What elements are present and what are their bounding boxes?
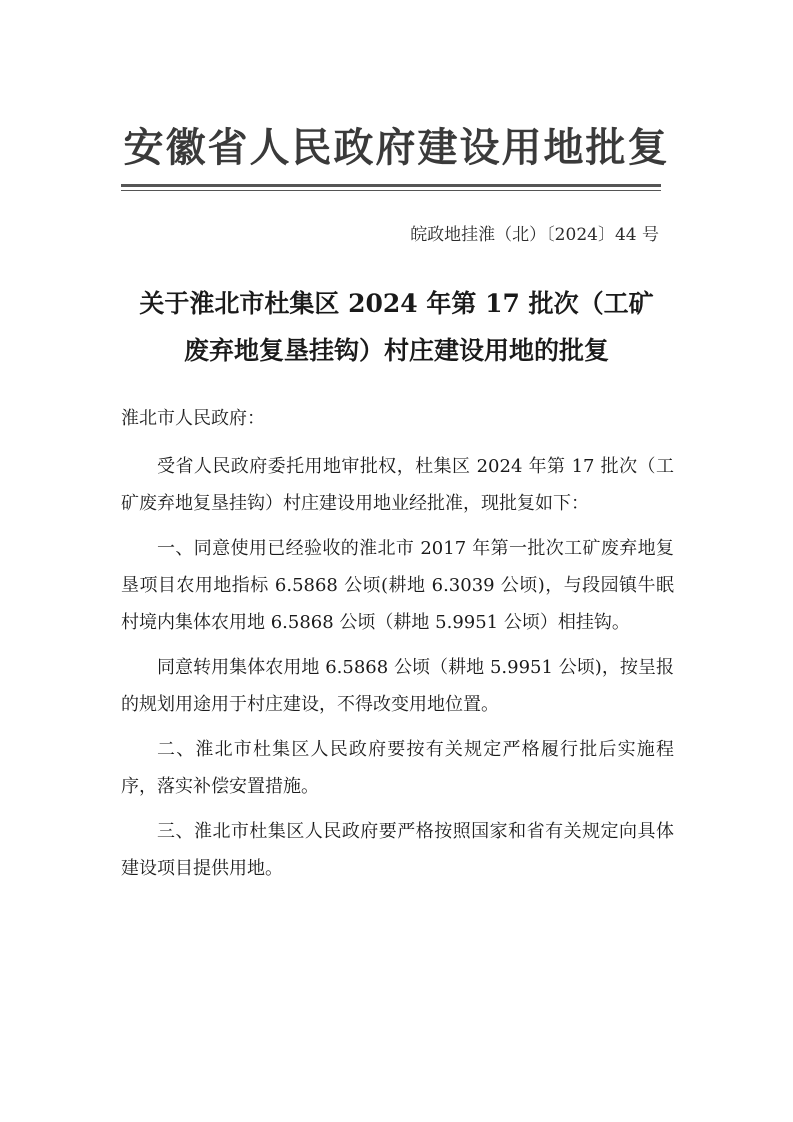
document-body [121,448,674,895]
body-paragraph-item-1-continued: 同意转用集体农用地 6.5868 公顷（耕地 5.9951 公顷)，按呈报的规划用途用于村庄建设，不得改变用地位置。 [121,657,674,715]
header-divider-thick [121,184,661,187]
header-divider-thin [121,190,661,191]
body-paragraph-item-1: 一、同意使用已经验收的淮北市 2017 年第一批次工矿废弃地复垦项目农用地指标 6.5868 公顷(耕地 6.3039 公顷)，与段园镇牛眠村境内集体农用地 6.5868 公顷（耕地 5.9951 公顷）相挂钩。 [121,538,674,633]
document-number: 皖政地挂淮（北）〔2024〕44 号 [410,225,659,245]
body-paragraph-item-2: 二、淮北市杜集区人民政府要按有关规定严格履行批后实施程序，落实补偿安置措施。 [121,739,674,797]
addressee: 淮北市人民政府： [121,408,265,429]
body-paragraph-intro: 受省人民政府委托用地审批权，杜集区 2024 年第 17 批次（工矿废弃地复垦挂钩）村庄建设用地业经批准，现批复如下： [121,456,674,514]
body-paragraph-item-3: 三、淮北市杜集区人民政府要严格按照国家和省有关规定向具体建设项目提供用地。 [121,821,674,879]
document-title [100,280,693,374]
document-title-line-1: 关于淮北市杜集区 2024 年第 17 批次（工矿 [139,289,654,318]
agency-header-title: 安徽省人民政府建设用地批复 [123,125,670,171]
document-title-line-2: 废弃地复垦挂钩）村庄建设用地的批复 [183,336,609,365]
